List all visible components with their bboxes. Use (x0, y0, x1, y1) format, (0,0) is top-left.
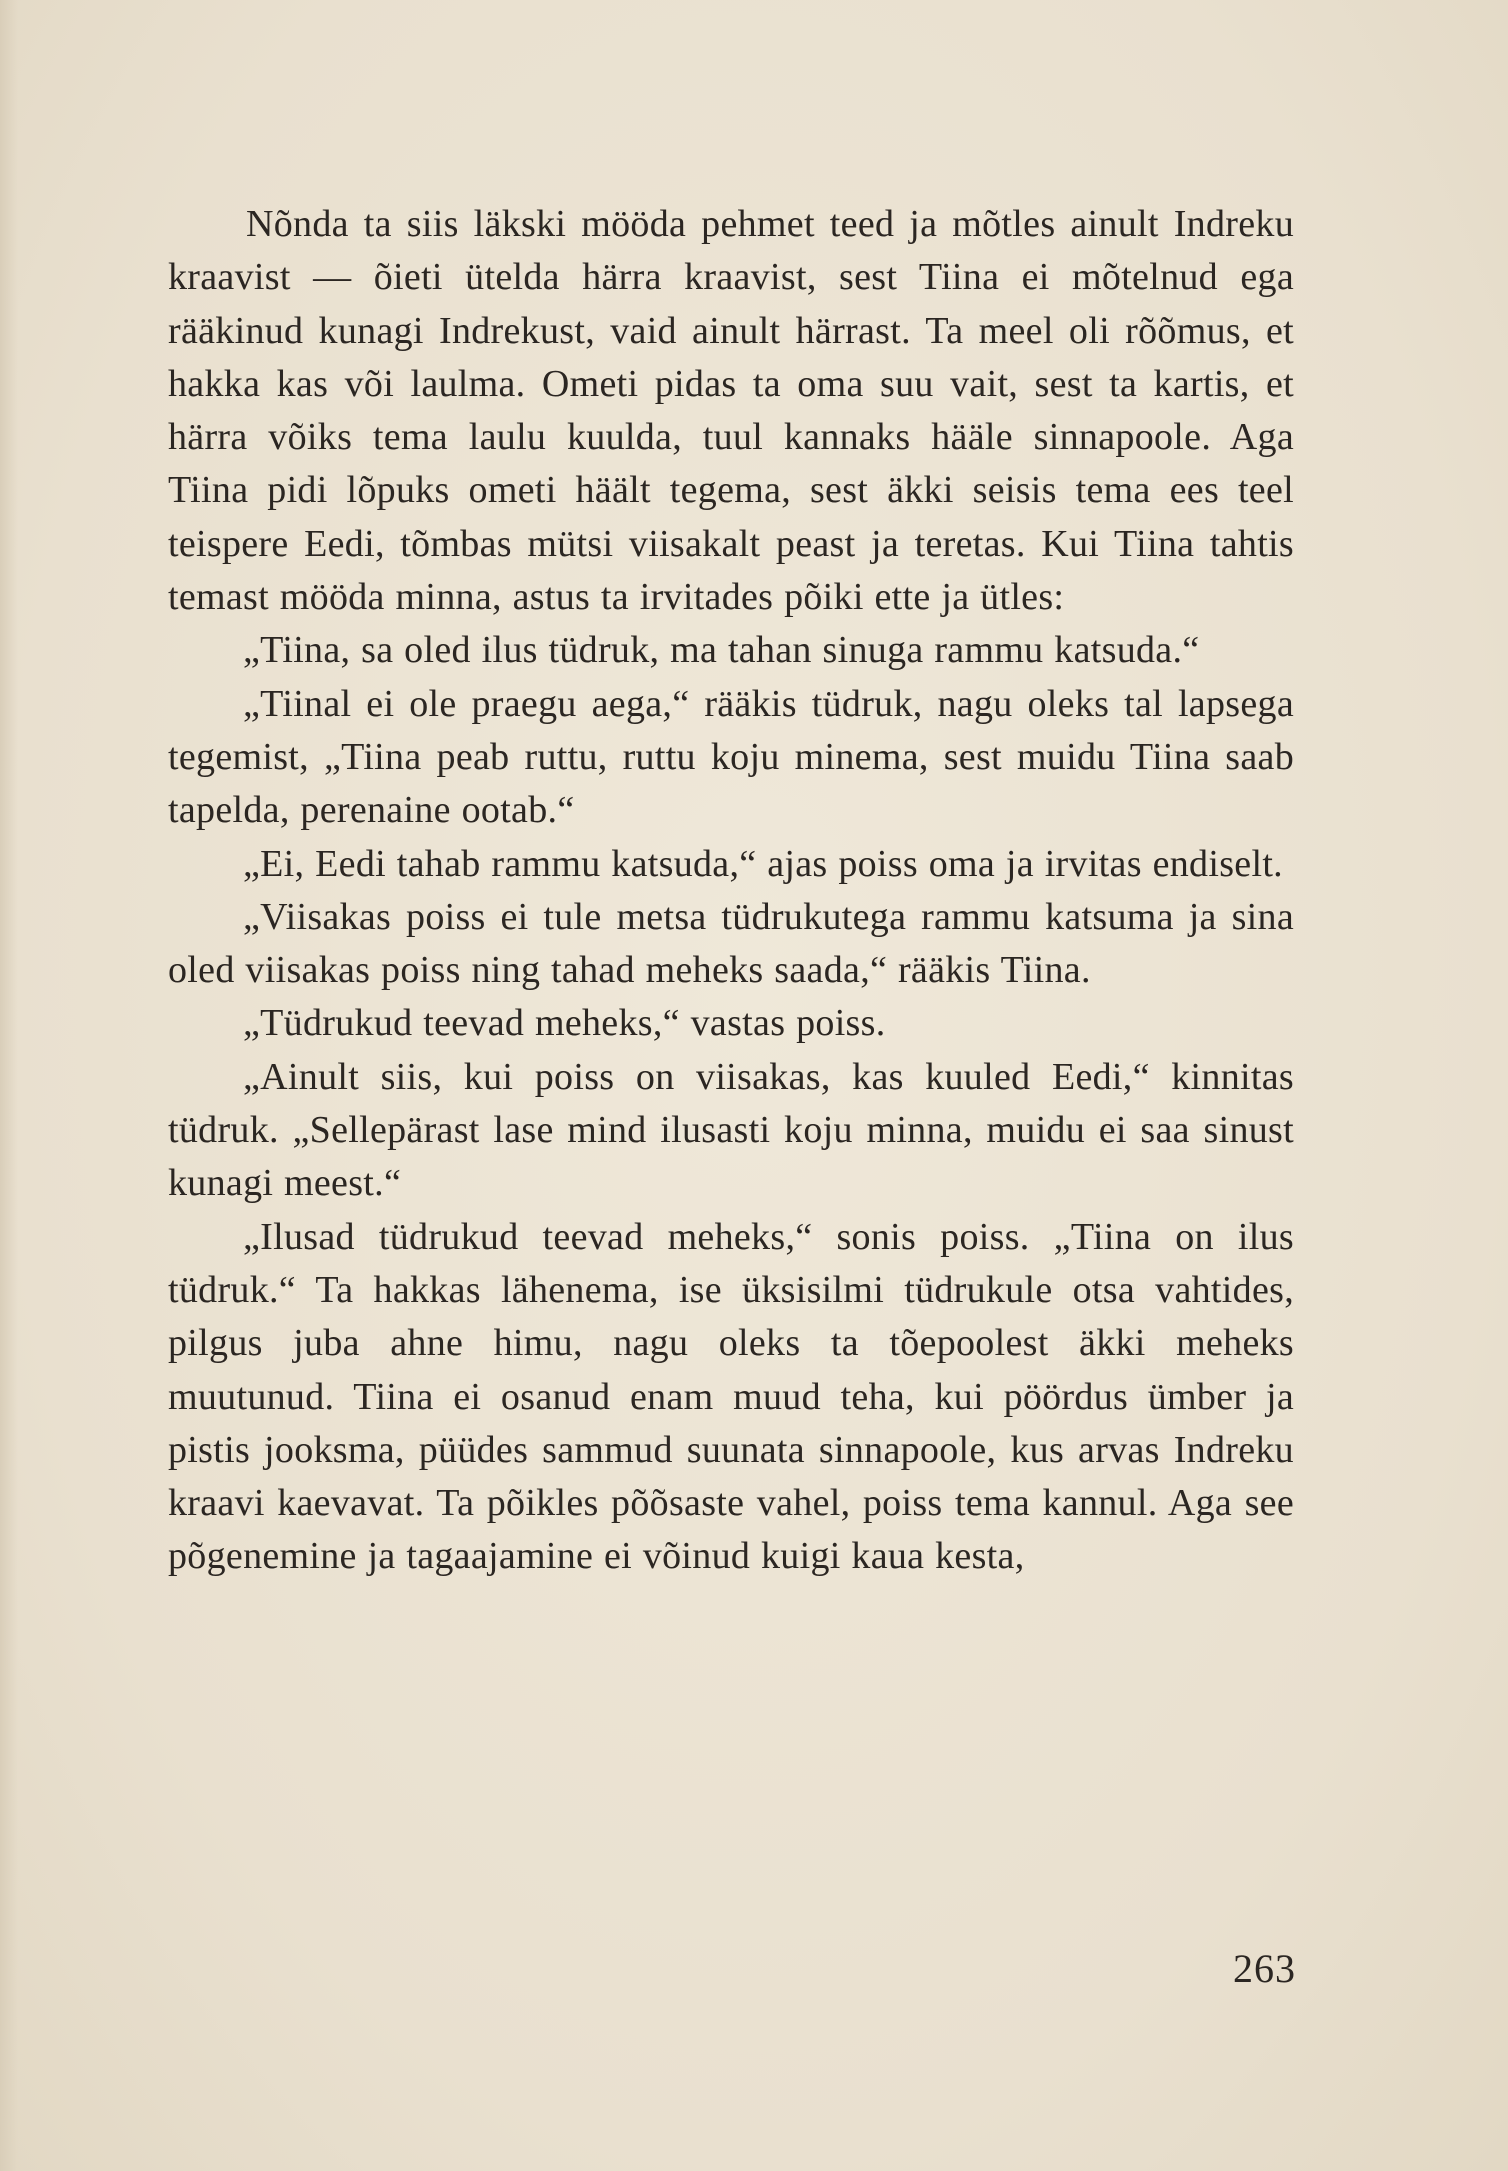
body-text (168, 198, 1294, 1584)
paragraph: „Viisakas poiss ei tule metsa tüdrukutega rammu katsuma ja sina oled viisakas poiss ning tahad meheks saada,“ rääkis Tiina. (168, 895, 1294, 992)
page-number: 263 (1233, 1946, 1296, 1991)
paragraph: „Tüdrukud teevad meheks,“ vastas poiss. (243, 1002, 886, 1045)
paragraph: „Tiinal ei ole praegu aega,“ rääkis tüdruk, nagu oleks tal lapsega tegemist, „Tiina peab ruttu, ruttu koju minema, sest muidu Tiina saab tapelda, perenaine ootab.“ (168, 682, 1294, 832)
paragraph: Nõnda ta siis läkski mööda pehmet teed ja mõtles ainult Indreku kraavist — õieti ütelda härra kraavist, sest Tiina ei mõtelnud ega rääkinud kunagi Indrekust, vaid ainult härrast. Ta meel oli rõõmus, et hakka kas või laulma. Ometi pidas ta oma suu vait, sest ta kartis, et härra võiks tema laulu kuulda, tuul kannaks hääle sinnapoole. Aga Tiina pidi lõpuks ometi häält tegema, sest äkki seisis tema ees teel teispere Eedi, tõmbas mütsi viisakalt peast ja teretas. Kui Tiina tahtis temast mööda minna, astus ta irvitades põiki ette ja ütles: (168, 203, 1294, 619)
paragraph: „Ainult siis, kui poiss on viisakas, kas kuuled Eedi,“ kinnitas tüdruk. „Sellepärast lase mind ilusasti koju minna, muidu ei saa sinust kunagi meest.“ (168, 1055, 1294, 1205)
paragraph: „Tiina, sa oled ilus tüdruk, ma tahan sinuga rammu katsuda.“ (243, 629, 1200, 672)
page-edge-shadow (0, 0, 18, 2171)
paragraph: „Ilusad tüdrukud teevad meheks,“ sonis poiss. „Tiina on ilus tüdruk.“ Ta hakkas lähenema, ise üksisilmi tüdrukule otsa vahtides, pilgus juba ahne himu, nagu oleks ta tõepoolest äkki meheks muutunud. Tiina ei osanud enam muud teha, kui pöördus ümber ja pistis jooksma, püüdes sammud suunata sinnapoole, kus arvas Indreku kraavi kaevavat. Ta põikles põõsaste vahel, poiss tema kannul. Aga see põgenemine ja tagaajamine ei võinud kuigi kaua kesta, (168, 1215, 1294, 1578)
paragraph: „Ei, Eedi tahab rammu katsuda,“ ajas poiss oma ja irvitas endiselt. (243, 842, 1283, 885)
